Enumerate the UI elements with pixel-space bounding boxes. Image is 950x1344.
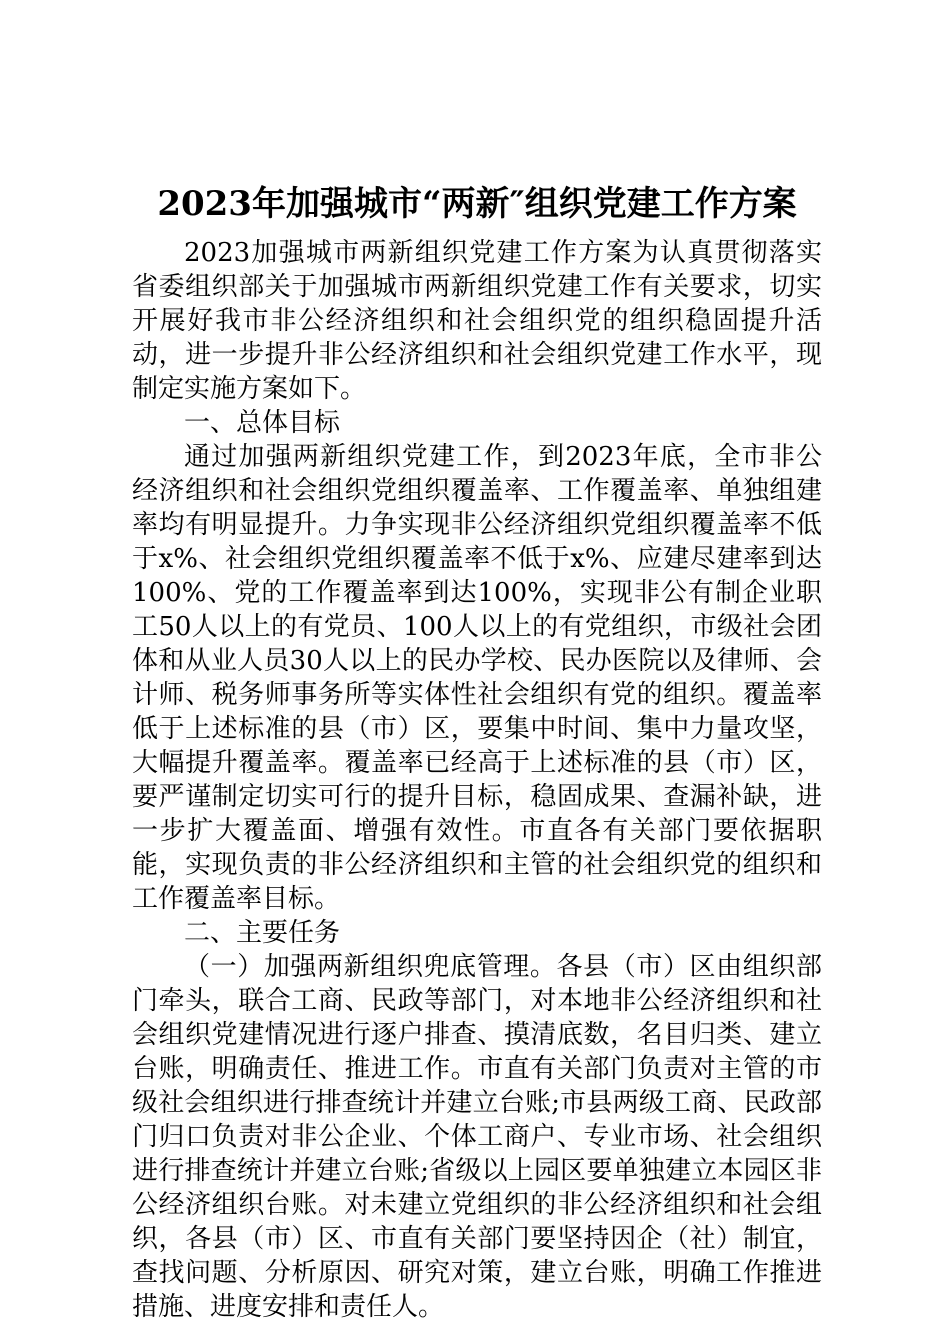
intro-paragraph: 2023加强城市两新组织党建工作方案为认真贯彻落实省委组织部关于加强城市两新组织党建工作有关要求，切实开展好我市非公经济组织和社会组织党的组织稳固提升活动，进一步提升非公经济组织和社会组织党建工作水平，现制定实施方案如下。 (132, 238, 822, 404)
overall-goals-paragraph: 通过加强两新组织党建工作，到2023年底，全市非公经济组织和社会组织党组织覆盖率、工作覆盖率、单独组建率均有明显提升。力争实现非公经济组织党组织覆盖率不低于x%、社会组织党组织覆盖率不低于x%、应建尽建率到达100%、党的工作覆盖率到达100%，实现非公有制企业职工50人以上的有党员、100人以上的有党组织，市级社会团体和从业人员30人以上的民办学校、民办医院以及律师、会计师、税务师事务所等实体性社会组织有党的组织。覆盖率低于上述标准的县（市）区，要集中时间、集中力量攻坚，大幅提升覆盖率。覆盖率已经高于上述标准的县（市）区，要严谨制定切实可行的提升目标，稳固成果、查漏补缺，进一步扩大覆盖面、增强有效性。市直各有关部门要依据职能，实现负责的非公经济组织和主管的社会组织党的组织和工作覆盖率目标。 (132, 442, 822, 914)
document-title: 2023年加强城市“两新″组织党建工作方案 (157, 184, 797, 224)
document-page (132, 178, 822, 1324)
main-tasks-item-1-paragraph: （一）加强两新组织兜底管理。各县（市）区由组织部门牵头，联合工商、民政等部门，对本地非公经济组织和社会组织党建情况进行逐户排查、摸清底数，名目归类、建立台账，明确责任、推进工作。市直有关部门负责对主管的市级社会组织进行排查统计并建立台账;市县两级工商、民政部门归口负责对非公企业、个体工商户、专业市场、社会组织进行排查统计并建立台账;省级以上园区要单独建立本园区非公经济组织台账。对未建立党组织的非公经济组织和社会组织，各县（市）区、市直有关部门要坚持因企（社）制宜，查找问题、分析原因、研究对策，建立台账，明确工作推进措施、进度安排和责任人。 (132, 952, 822, 1322)
section-heading-main-tasks: 二、主要任务 (184, 918, 341, 948)
section-heading-overall-goals: 一、总体目标 (184, 408, 341, 438)
